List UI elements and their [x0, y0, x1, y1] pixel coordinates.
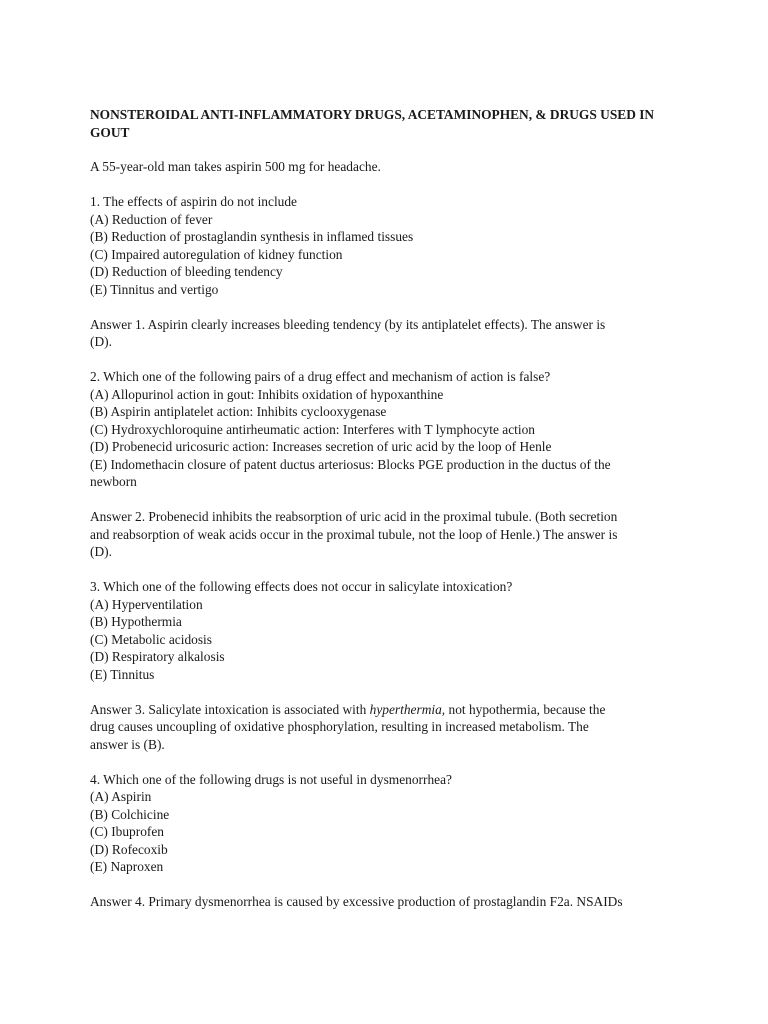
answer-option: (A) Aspirin [90, 789, 152, 804]
answer-option: (D) Respiratory alkalosis [90, 649, 225, 664]
emphasized-term: hyperthermia, [369, 701, 446, 717]
question-stem: 4. Which one of the following drugs is not useful in dysmenorrhea? [90, 771, 452, 787]
document-title: NONSTEROIDAL ANTI-INFLAMMATORY DRUGS, ACETAMINOPHEN, & DRUGS USED IN GOUT [90, 107, 655, 140]
answer-option: (A) Allopurinol action in gout: Inhibits oxidation of hypoxanthine [90, 386, 444, 402]
question-1 [90, 193, 690, 298]
answer-option: (E) Tinnitus [90, 666, 155, 682]
answer-text-line: (D). [90, 544, 112, 559]
answer-option: (B) Aspirin antiplatelet action: Inhibits cyclooxygenase [90, 404, 387, 419]
case-intro: A 55-year-old man takes aspirin 500 mg for headache. [90, 159, 381, 174]
answer-option: (E) Naproxen [90, 859, 164, 874]
answer-text-line [90, 701, 690, 719]
answer-option: (E) Indomethacin closure of patent ductus arteriosus: Blocks PGE production in the ductus of the [90, 456, 611, 472]
answer-option: (B) Reduction of prostaglandin synthesis in inflamed tissues [90, 229, 414, 244]
answer-3 [90, 701, 690, 754]
answer-text-line: Answer 4. Primary dysmenorrhea is caused by excessive production of prostaglandin F2a. NSAIDs [90, 894, 623, 909]
answer-option-continuation: newborn [90, 474, 137, 489]
answer-text-line: Answer 2. Probenecid inhibits the reabsorption of uric acid in the proximal tubule. (Both secretion [90, 509, 618, 524]
question-2 [90, 368, 690, 491]
answer-text-line: answer is (B). [90, 736, 165, 752]
question-3 [90, 578, 690, 683]
answer-option: (A) Reduction of fever [90, 211, 213, 227]
answer-text-line: Answer 1. Aspirin clearly increases bleeding tendency (by its antiplatelet effects). The answer is [90, 316, 606, 332]
question-stem: 3. Which one of the following effects does not occur in salicylate intoxication? [90, 579, 513, 594]
answer-text-segment: not hypothermia, because the [445, 701, 606, 717]
answer-option: (D) Probenecid uricosuric action: Increases secretion of uric acid by the loop of Henle [90, 439, 552, 454]
answer-text-line: drug causes uncoupling of oxidative phosphorylation, resulting in increased metabolism. The [90, 719, 589, 734]
answer-text-line: and reabsorption of weak acids occur in the proximal tubule, not the loop of Henle.) The answer is [90, 526, 618, 542]
answer-option: (D) Rofecoxib [90, 841, 168, 857]
answer-4 [90, 893, 690, 911]
answer-1 [90, 316, 690, 351]
answer-option: (C) Metabolic acidosis [90, 631, 212, 647]
answer-option: (C) Hydroxychloroquine antirheumatic action: Interferes with T lymphocyte action [90, 421, 535, 437]
question-stem: 1. The effects of aspirin do not include [90, 194, 298, 209]
answer-option: (E) Tinnitus and vertigo [90, 281, 219, 297]
answer-text-line: (D). [90, 334, 112, 349]
answer-option: (C) Impaired autoregulation of kidney function [90, 246, 343, 262]
answer-option: (C) Ibuprofen [90, 824, 164, 839]
document-page [90, 106, 690, 928]
answer-text-segment: Answer 3. Salicylate intoxication is associated with [90, 701, 370, 717]
question-stem: 2. Which one of the following pairs of a drug effect and mechanism of action is false? [90, 369, 551, 384]
question-4 [90, 771, 690, 876]
answer-option: (D) Reduction of bleeding tendency [90, 264, 283, 279]
answer-option: (B) Colchicine [90, 806, 170, 822]
answer-2 [90, 508, 690, 561]
answer-option: (A) Hyperventilation [90, 596, 203, 612]
answer-option: (B) Hypothermia [90, 614, 182, 629]
